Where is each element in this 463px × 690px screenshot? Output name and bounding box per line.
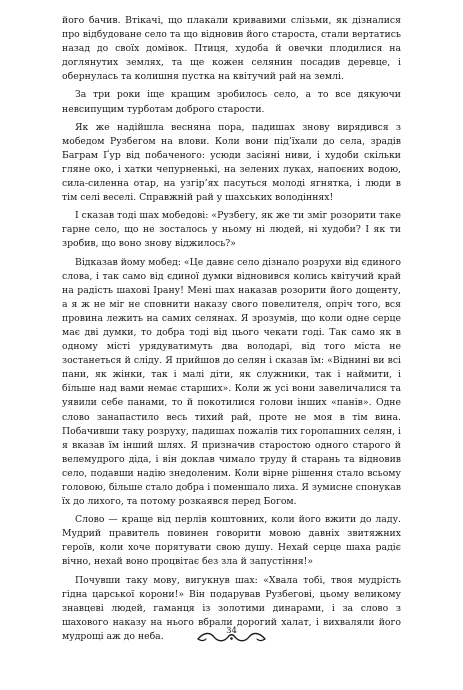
body-text <box>62 14 401 644</box>
swash-ornament-icon <box>196 630 267 644</box>
page-number: 34 <box>226 626 237 636</box>
paragraph-shah-question: І сказав тоді шах мобедові: «Рузбегу, як же ти зміг розорити таке гарне село, що не зосталось у ньому ні людей, ні худоби? І як ти зробив, що воно знову віджилось?» <box>62 210 401 250</box>
paragraph-mobed-answer: Відказав йому мобед: «Це давнє село дізнало розрухи від єдиного слова, і так само від єдиної думки відновився колись квітучий край на радість шахові Ірану! Мені шах наказав розорити його дощенту, а я ж не міг не сповнити наказу свого повелителя, опріч того, вся провина лежить на самих селянах. Я зрозумів, що коли одне серце має дві думки, то добра тоді від цього чекати годі. Так само як в одному місті урядуватимуть два володарі, від того міста не зостанеться й сліду. Я прийшов до селян і сказав їм: «Віднині ви всі пани, як жінки, так і малі діти, як служники, так і наймити, і більше над вами немає старших». Коли ж усі вони завеличалися та уявили себе панами, то й покотилися голови інших «панів». Одне слово занапастило весь тихий рай, проте не моя в тім вина. Побачивши таку розруху, падишах пожалів тих горопашних селян, і я вказав їм інший шлях. Я призначив старостою одного старого й велемудрого діда, і він доклав чимало труду й старань та відновив село, подавши надію знедоленим. Коли вірне рішення стало всьому головою, більше стало добра і поменшало лиха. Я зумисне спонукав їх до лихого, та потому розкаявся перед Богом. <box>62 256 401 508</box>
paragraph-shah-praise: Почувши таку мову, вигукнув шах: «Хвала тобі, твоя мудрість гідна царської корони!» Він подарував Рузбегові, цьому великому знавцеві людей, гаманця із золотими динарами, і за слово з шахового наказу на нього вбрали дорогий халат, і вихваляли його мудрощі аж до неба. <box>62 574 401 642</box>
page-footer <box>0 626 463 646</box>
paragraph-prosperity: За три роки іще кращим зробилось село, а то все дякуючи невсипущим турботам доброго старости. <box>62 89 401 115</box>
paragraph-spring-hunt: Як же надійшла весняна пора, падишах знову вирядився з мобедом Рузбегом на влови. Коли вони під’їхали до села, зрадів Баграм Ґур від побаченого: усюди засіяні ниви, і худоби скільки гляне око, і хатки чепурненькі, на зелених луках, напоєних водою, сила-силенна отар, на узгір’ях пасуться молоді ягнятка, і люди в тім селі веселі. Справжній рай у шахських володіннях! <box>62 121 401 204</box>
paragraph-word-pearls: Слово — краще від перлів коштовних, коли його вжити до ладу. Мудрий правитель повинен говорити мовою давніх звитяжних героїв, коли хоче порятувати свою душу. Нехай серце шаха радіє вічно, нехай воно процвітає без зла й запустіння!» <box>62 514 401 568</box>
paragraph-continuation: його бачив. Втікачі, що плакали кривавими слізьми, як дізналися про відбудоване село та що відновив його староста, стали вертатись назад до своїх домівок. Птиця, худоба й овечки плодилися на доглянутих землях, та ще кожен селянин посадив деревце, і обернулась та колишня пустка на квітучий рай на землі. <box>62 15 401 83</box>
